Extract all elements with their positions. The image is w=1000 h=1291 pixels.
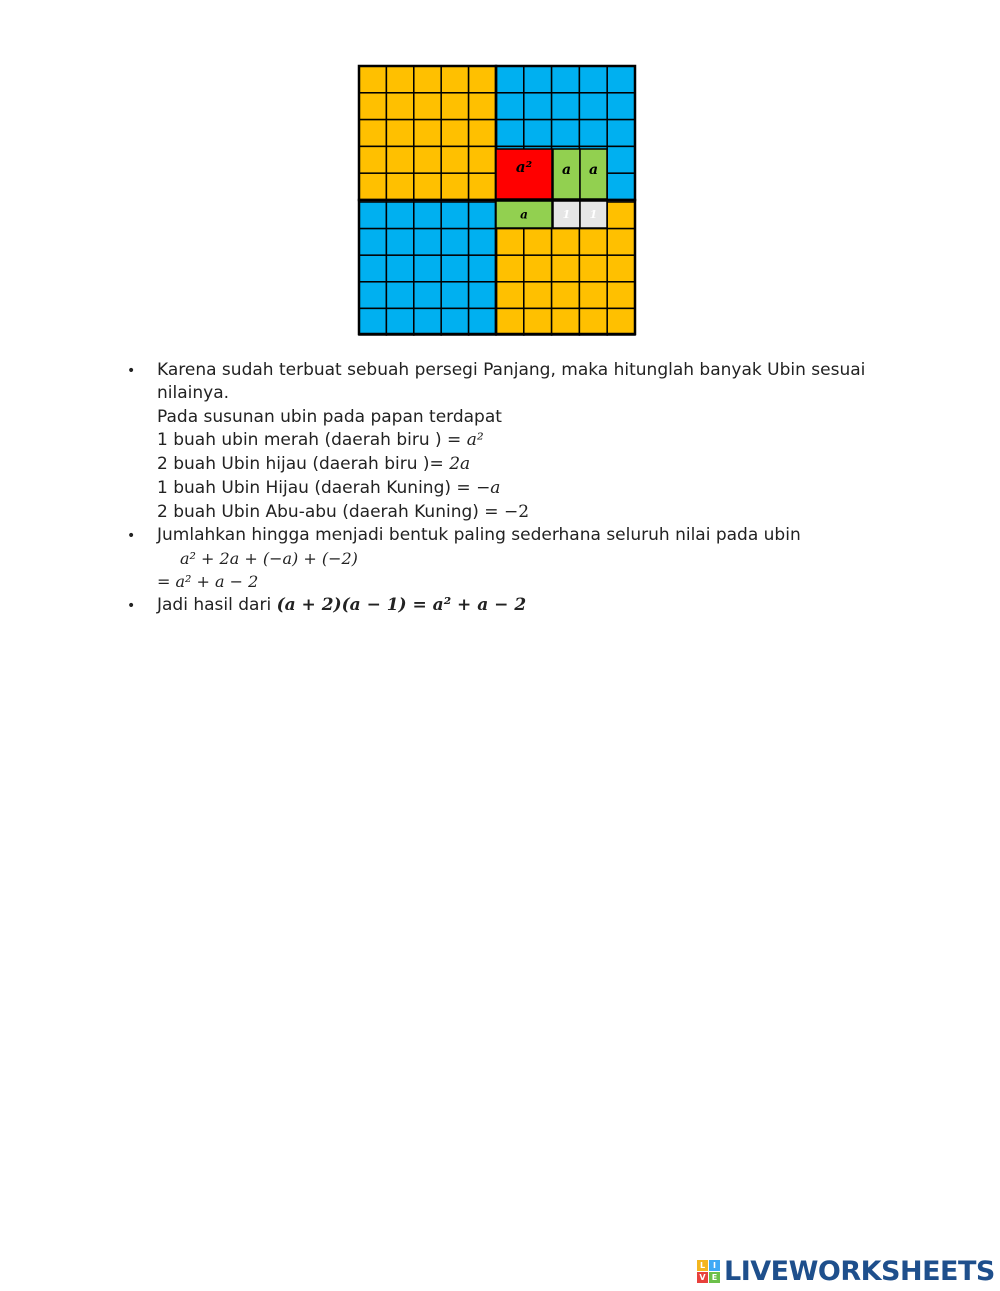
grey-tile-label: 1: [589, 208, 598, 221]
green-tile-blue-text: 2 buah Ubin hijau (daerah biru )=: [157, 454, 450, 474]
sum-expression: a² + 2a + (−a) + (−2): [180, 549, 358, 568]
yellow-unit-tile: [496, 229, 524, 256]
yellow-unit-tile: [524, 255, 552, 282]
yellow-unit-tile: [414, 173, 441, 200]
instruction-line-2: nilainya.: [157, 383, 230, 403]
blue-unit-tile: [359, 229, 386, 256]
blue-unit-tile: [607, 120, 635, 147]
yellow-unit-tile: [496, 282, 524, 309]
yellow-unit-tile: [524, 282, 552, 309]
blue-unit-tile: [386, 255, 413, 282]
yellow-unit-tile: [414, 93, 441, 120]
blue-unit-tile: [359, 202, 386, 229]
green-tile-blue-line: [157, 453, 470, 475]
blue-unit-tile: [441, 255, 468, 282]
blue-unit-tile: [441, 229, 468, 256]
bullet-3: •: [127, 598, 136, 614]
yellow-unit-tile: [524, 229, 552, 256]
yellow-unit-tile: [579, 308, 607, 335]
green-tile-yellow-line: [157, 477, 500, 499]
blue-unit-tile: [579, 93, 607, 120]
yellow-unit-tile: [607, 202, 635, 229]
bullet-2: •: [127, 528, 136, 544]
yellow-unit-tile: [386, 66, 413, 93]
blue-unit-tile: [579, 66, 607, 93]
yellow-unit-tile: [469, 173, 496, 200]
blue-unit-tile: [607, 173, 635, 200]
green-tile-label: a: [520, 207, 528, 222]
blue-unit-tile: [469, 202, 496, 229]
yellow-unit-tile: [469, 93, 496, 120]
yellow-unit-tile: [386, 173, 413, 200]
brand-mark-letter: E: [709, 1272, 720, 1283]
red-tile-label: a²: [515, 158, 533, 176]
blue-unit-tile: [469, 282, 496, 309]
tiles-intro-line: Pada susunan ubin pada papan terdapat: [157, 407, 502, 427]
yellow-unit-tile: [579, 229, 607, 256]
yellow-unit-tile: [441, 173, 468, 200]
yellow-unit-tile: [414, 66, 441, 93]
blue-unit-tile: [414, 255, 441, 282]
grey-tile-value: −2: [503, 502, 530, 522]
blue-unit-tile: [386, 229, 413, 256]
yellow-unit-tile: [441, 93, 468, 120]
yellow-unit-tile: [552, 229, 580, 256]
yellow-unit-tile: [607, 282, 635, 309]
yellow-unit-tile: [524, 308, 552, 335]
liveworksheets-logo: [697, 1256, 995, 1286]
brand-mark-letter: L: [697, 1260, 708, 1271]
bullet-1: •: [127, 363, 136, 379]
blue-unit-tile: [414, 308, 441, 335]
algebra-tile-board-svg: [357, 64, 639, 336]
blue-unit-tile: [386, 308, 413, 335]
sum-instruction: Jumlahkan hingga menjadi bentuk paling sederhana seluruh nilai pada ubin: [157, 525, 801, 545]
liveworksheets-mark-icon: [697, 1260, 720, 1283]
yellow-unit-tile: [414, 146, 441, 173]
conclusion-math: (a + 2)(a − 1) = a² + a − 2: [276, 595, 527, 615]
blue-unit-tile: [496, 93, 524, 120]
blue-unit-tile: [469, 255, 496, 282]
blue-unit-tile: [414, 282, 441, 309]
blue-unit-tile: [552, 66, 580, 93]
blue-unit-tile: [552, 93, 580, 120]
yellow-unit-tile: [359, 146, 386, 173]
blue-unit-tile: [386, 282, 413, 309]
blue-unit-tile: [359, 255, 386, 282]
yellow-unit-tile: [496, 255, 524, 282]
yellow-unit-tile: [469, 66, 496, 93]
yellow-unit-tile: [579, 282, 607, 309]
yellow-unit-tile: [579, 255, 607, 282]
red-tile-line: [157, 429, 484, 451]
blue-unit-tile: [386, 202, 413, 229]
yellow-unit-tile: [469, 120, 496, 147]
blue-unit-tile: [469, 229, 496, 256]
grey-tile-label: 1: [562, 208, 571, 221]
red-tile-text: 1 buah ubin merah (daerah biru ) =: [157, 430, 467, 450]
blue-unit-tile: [607, 66, 635, 93]
brand-mark-letter: V: [697, 1272, 708, 1283]
blue-unit-tile: [414, 202, 441, 229]
yellow-unit-tile: [386, 120, 413, 147]
blue-unit-tile: [607, 93, 635, 120]
sum-result: = a² + a − 2: [157, 572, 259, 591]
conclusion-line: [157, 594, 526, 616]
yellow-unit-tile: [359, 93, 386, 120]
green-tile-yellow-text: 1 buah Ubin Hijau (daerah Kuning) =: [157, 478, 477, 498]
green-tile-yellow-value: −a: [476, 478, 501, 498]
blue-unit-tile: [414, 229, 441, 256]
blue-unit-tile: [496, 120, 524, 147]
blue-unit-tile: [441, 308, 468, 335]
yellow-unit-tile: [552, 255, 580, 282]
green-tile-blue-value: 2a: [449, 454, 471, 474]
instruction-line-1: Karena sudah terbuat sebuah persegi Panjang, maka hitunglah banyak Ubin sesuai: [157, 360, 866, 380]
grey-tile-line: [157, 501, 529, 523]
blue-unit-tile: [524, 120, 552, 147]
blue-unit-tile: [441, 202, 468, 229]
blue-unit-tile: [524, 93, 552, 120]
yellow-unit-tile: [441, 66, 468, 93]
brand-mark-letter: I: [709, 1260, 720, 1271]
liveworksheets-wordmark: LIVEWORKSHEETS: [724, 1255, 995, 1287]
yellow-unit-tile: [386, 146, 413, 173]
grey-tile-text: 2 buah Ubin Abu-abu (daerah Kuning) =: [157, 502, 504, 522]
yellow-unit-tile: [496, 308, 524, 335]
blue-unit-tile: [607, 146, 635, 173]
blue-unit-tile: [524, 66, 552, 93]
yellow-unit-tile: [607, 255, 635, 282]
green-tile-label: a: [561, 162, 572, 178]
blue-unit-tile: [496, 66, 524, 93]
yellow-unit-tile: [469, 146, 496, 173]
yellow-unit-tile: [359, 66, 386, 93]
yellow-unit-tile: [359, 120, 386, 147]
yellow-unit-tile: [441, 146, 468, 173]
yellow-unit-tile: [552, 282, 580, 309]
green-tile-label: a: [588, 162, 599, 178]
red-tile-value: a²: [466, 430, 484, 450]
blue-unit-tile: [552, 120, 580, 147]
yellow-unit-tile: [386, 93, 413, 120]
yellow-unit-tile: [607, 229, 635, 256]
blue-unit-tile: [579, 120, 607, 147]
yellow-unit-tile: [607, 308, 635, 335]
blue-unit-tile: [441, 282, 468, 309]
yellow-unit-tile: [552, 308, 580, 335]
algebra-tile-board: [357, 64, 639, 336]
blue-unit-tile: [469, 308, 496, 335]
yellow-unit-tile: [441, 120, 468, 147]
yellow-unit-tile: [359, 173, 386, 200]
yellow-unit-tile: [414, 120, 441, 147]
conclusion-text: Jadi hasil dari: [157, 595, 277, 615]
blue-unit-tile: [359, 308, 386, 335]
blue-unit-tile: [359, 282, 386, 309]
